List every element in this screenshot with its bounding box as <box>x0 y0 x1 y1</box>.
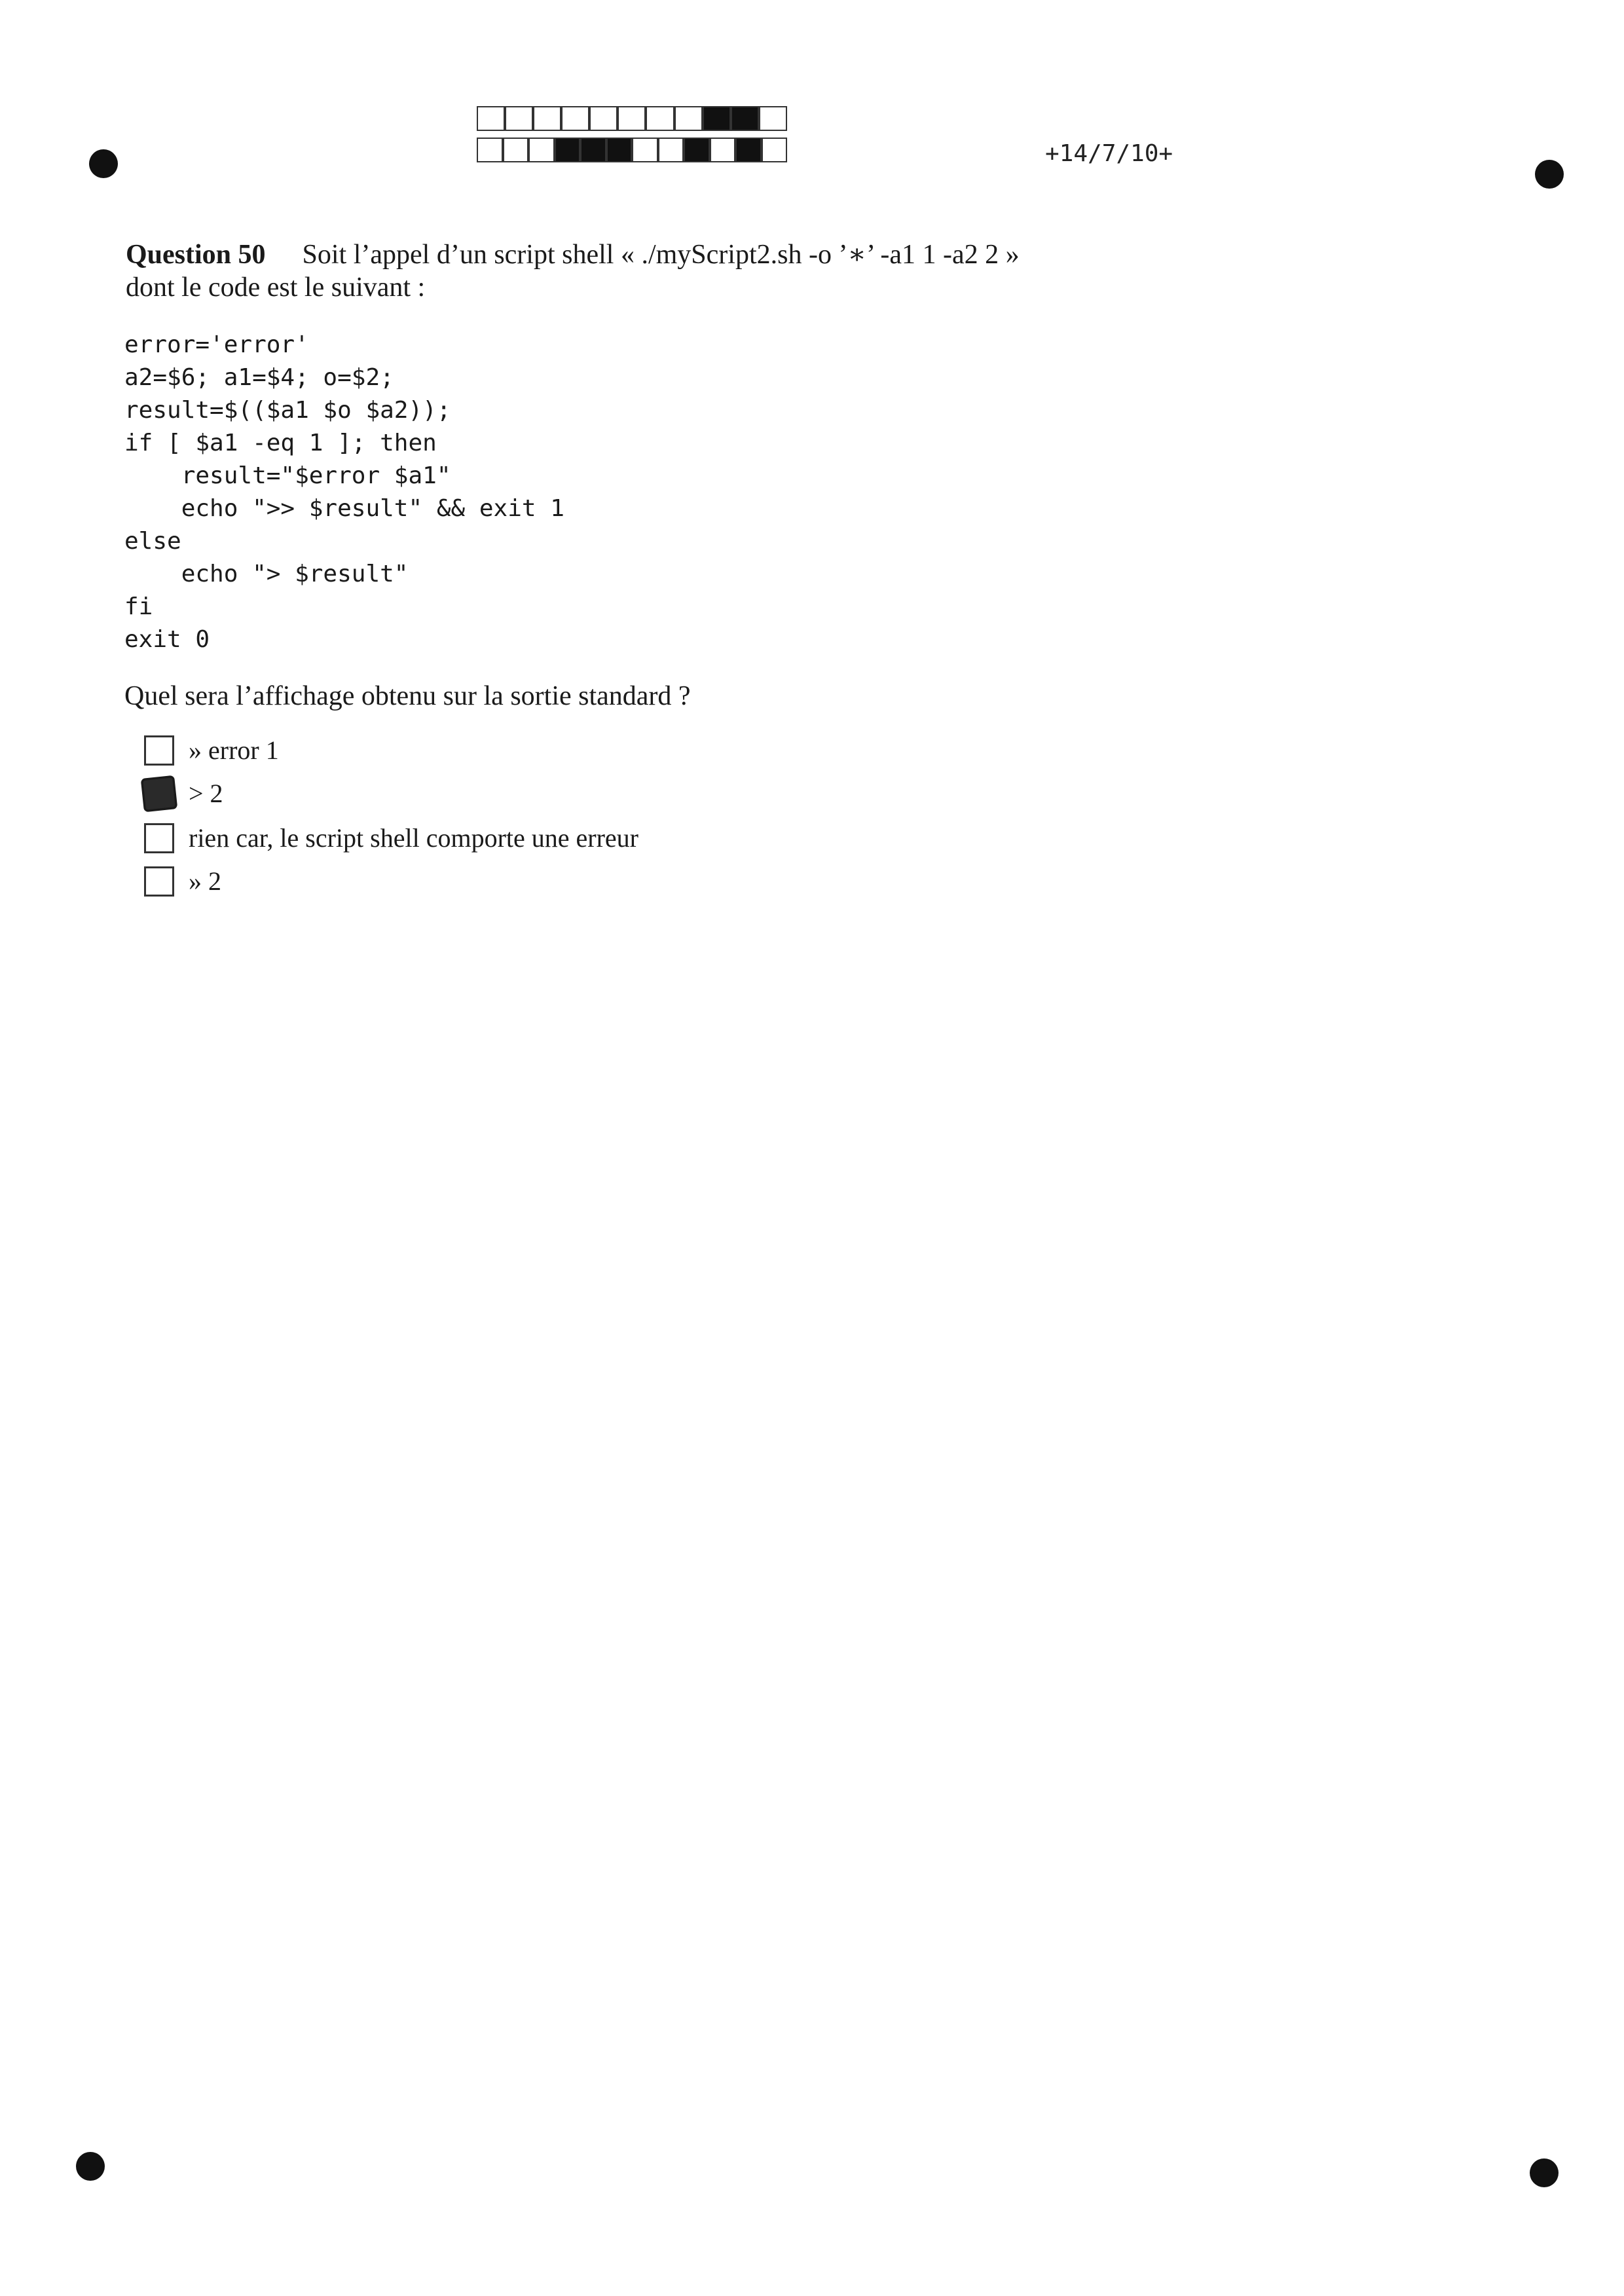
barcode-cell <box>477 138 503 162</box>
registration-mark-top-right <box>1535 160 1564 189</box>
checkbox[interactable] <box>144 735 174 766</box>
checkbox[interactable] <box>141 775 178 813</box>
barcode-cell <box>561 106 589 131</box>
barcode-cell <box>632 138 658 162</box>
question-number: Question 50 <box>126 240 266 270</box>
answer-option-3[interactable] <box>144 820 638 857</box>
barcode-cell <box>503 138 529 162</box>
barcode-cell <box>703 106 731 131</box>
barcode-cell <box>580 138 606 162</box>
barcode-cell <box>658 138 684 162</box>
question-intro: Soit l’appel d’un script shell « ./myScript2.sh -o ’∗’ -a1 1 -a2 2 » <box>302 240 1020 270</box>
barcode-cell <box>555 138 581 162</box>
barcode-cell <box>674 106 703 131</box>
code-listing: error='error' a2=$6; a1=$4; o=$2; result=$(($a1 $o $a2)); if [ $a1 -eq 1 ]; then result="$error $a1" echo ">> $result" && exit 1 else echo "> $result" fi exit 0 <box>124 331 564 653</box>
question-header <box>126 238 1108 304</box>
barcode-cell <box>505 106 533 131</box>
barcode-cell <box>477 106 505 131</box>
page-id: +14/7/10+ <box>1045 140 1173 167</box>
barcode-cell <box>528 138 555 162</box>
barcode-cell <box>762 138 788 162</box>
answer-label: > 2 <box>189 779 223 808</box>
checkbox[interactable] <box>144 823 174 853</box>
answer-option-2[interactable] <box>144 775 223 812</box>
question-prompt: Quel sera l’affichage obtenu sur la sortie standard ? <box>124 681 691 711</box>
question-intro-line-2: dont le code est le suivant : <box>126 272 426 303</box>
barcode-cell <box>533 106 561 131</box>
barcode-cell <box>731 106 759 131</box>
barcode-row-1 <box>477 106 787 131</box>
barcode-cell <box>618 106 646 131</box>
barcode-cell <box>646 106 674 131</box>
answer-label: » error 1 <box>189 735 279 765</box>
answer-label: » 2 <box>189 866 221 896</box>
barcode-cell <box>589 106 618 131</box>
barcode-cell <box>735 138 762 162</box>
answer-option-4[interactable] <box>144 863 221 900</box>
registration-mark-bottom-right <box>1530 2158 1559 2187</box>
barcode-cell <box>710 138 736 162</box>
barcode-cell <box>606 138 633 162</box>
barcode-row-2 <box>477 138 787 162</box>
barcode-cell <box>684 138 710 162</box>
question-intro-line-1 <box>126 238 1108 271</box>
answer-option-1[interactable] <box>144 732 279 769</box>
answer-label: rien car, le script shell comporte une erreur <box>189 823 638 853</box>
registration-mark-top-left <box>89 149 118 178</box>
registration-mark-bottom-left <box>76 2152 105 2181</box>
checkbox[interactable] <box>144 866 174 897</box>
barcode-cell <box>759 106 787 131</box>
